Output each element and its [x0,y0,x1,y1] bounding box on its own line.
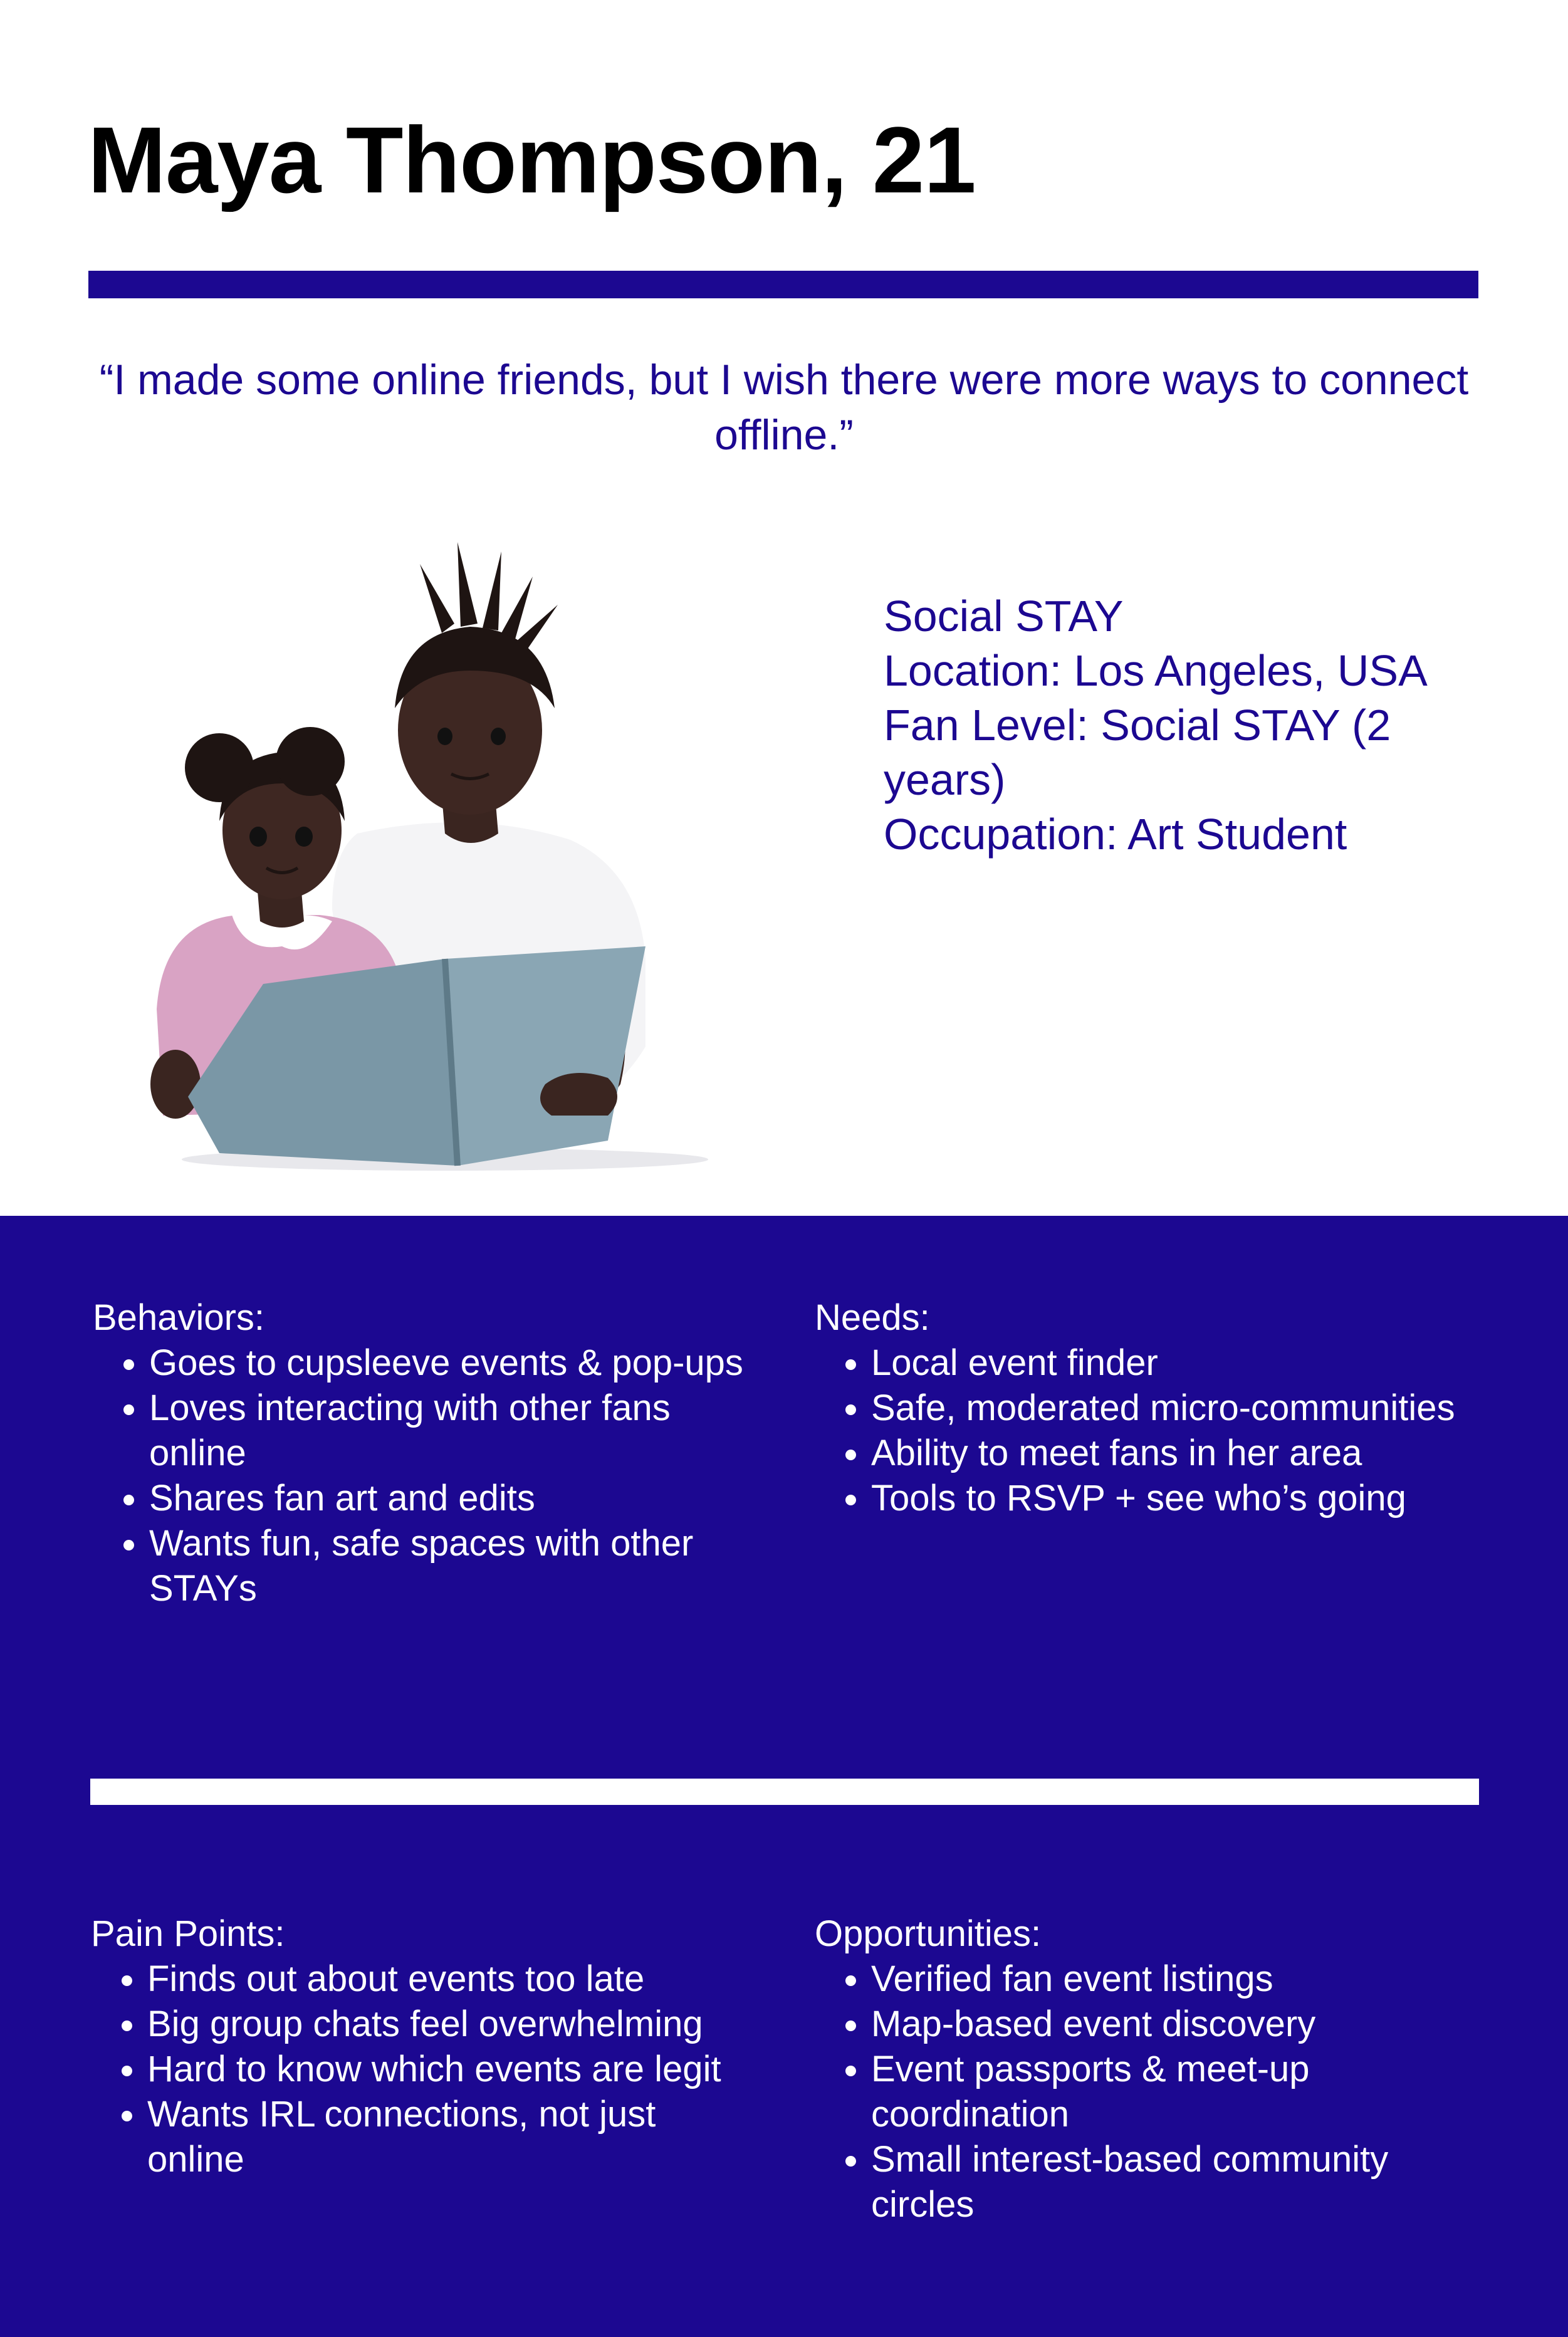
list-item: • Ability to meet fans in her area [871,1431,1492,1476]
opportunities-list [815,1957,1492,2227]
persona-facts [884,589,1510,862]
list-item: • Event passports & meet-up coordination [871,2047,1492,2137]
pain-points-title: Pain Points: [91,1913,285,1954]
behaviors-title: Behaviors: [93,1297,265,1338]
reading-people-illustration [94,483,796,1184]
list-item: • Small interest-based community circles [871,2137,1492,2227]
list-item: • Big group chats feel overwhelming [147,2002,755,2047]
list-item: • Tools to RSVP + see who’s going [871,1476,1492,1521]
needs-title: Needs: [815,1297,930,1338]
needs-section [815,1295,1492,1521]
list-item: • Local event finder [871,1341,1492,1386]
fact-occupation: Occupation: Art Student [884,810,1347,859]
list-item: • Shares fan art and edits [149,1476,757,1521]
title-divider [88,271,1478,298]
persona-name: Maya Thompson, 21 [88,107,976,212]
pain-points-section [91,1911,755,2182]
list-item: • Safe, moderated micro-communities [871,1386,1492,1431]
fact-segment: Social STAY [884,592,1124,640]
persona-quote: “I made some online friends, but I wish there were more ways to connect offline.” [99,356,1469,459]
behaviors-list [93,1341,757,1611]
list-item: • Wants fun, safe spaces with other STAYs [149,1521,757,1611]
pain-points-list [91,1957,755,2182]
opportunities-title: Opportunities: [815,1913,1042,1954]
list-item: • Map-based event discovery [871,2002,1492,2047]
section-divider [90,1779,1479,1805]
opportunities-section [815,1911,1492,2227]
list-item: • Hard to know which events are legit [147,2047,755,2092]
list-item: • Goes to cupsleeve events & pop-ups [149,1341,757,1386]
list-item: • Verified fan event listings [871,1957,1492,2002]
list-item: • Finds out about events too late [147,1957,755,2002]
fact-fan-level: Fan Level: Social STAY (2 years) [884,701,1391,804]
list-item: • Loves interacting with other fans online [149,1386,757,1476]
fact-location: Location: Los Angeles, USA [884,646,1428,695]
list-item: • Wants IRL connections, not just online [147,2092,755,2182]
behaviors-section [93,1295,757,1611]
needs-list [815,1341,1492,1521]
